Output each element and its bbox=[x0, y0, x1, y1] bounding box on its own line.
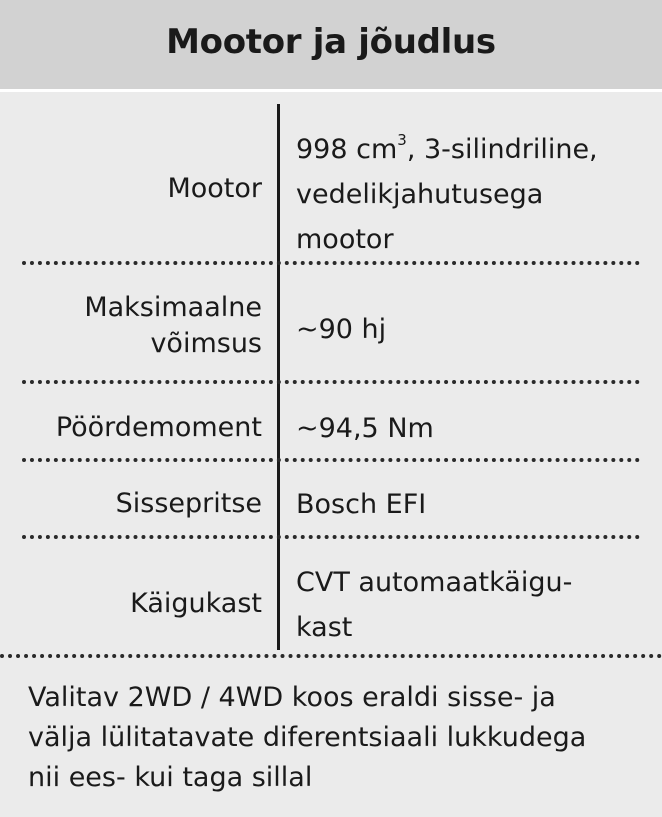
spec-value-engine-line1 bbox=[296, 127, 646, 172]
spec-label-power-line2: võimsus bbox=[150, 328, 262, 359]
spec-label-torque: Pöördemoment bbox=[55, 412, 262, 443]
spec-value-transmission-line2: kast bbox=[296, 612, 353, 643]
spec-value-power: ~90 hj bbox=[296, 314, 387, 345]
row-separator bbox=[22, 380, 640, 384]
spec-label-injection: Sissepritse bbox=[115, 488, 262, 519]
spec-label-engine: Mootor bbox=[167, 173, 262, 204]
spec-header bbox=[0, 0, 662, 92]
spec-title: Mootor ja jõudlus bbox=[166, 21, 496, 62]
spec-label-power bbox=[0, 290, 262, 362]
row-separator bbox=[22, 458, 640, 462]
engine-cylinders: , 3-silindriline, bbox=[406, 134, 598, 165]
column-divider bbox=[277, 104, 280, 650]
footer-note-line1: Valitav 2WD / 4WD koos eraldi sisse- ja bbox=[28, 682, 556, 713]
spec-label-power-line1: Maksimaalne bbox=[84, 292, 262, 323]
spec-label-transmission: Käigukast bbox=[130, 588, 262, 619]
spec-value-engine-line2: vedelikjahutusega bbox=[296, 179, 544, 210]
row-separator bbox=[22, 535, 640, 539]
spec-value-torque: ~94,5 Nm bbox=[296, 413, 434, 444]
spec-value-transmission bbox=[296, 560, 646, 650]
spec-value-injection: Bosch EFI bbox=[296, 489, 427, 520]
footer-note-line3: nii ees- kui taga sillal bbox=[28, 762, 313, 793]
footer-note bbox=[28, 678, 648, 798]
engine-displacement: 998 cm bbox=[296, 134, 398, 165]
engine-displacement-unit-exponent: 3 bbox=[397, 131, 407, 149]
spec-value-transmission-line1: CVT automaatkäigu- bbox=[296, 567, 573, 598]
spec-value-engine-line3: mootor bbox=[296, 224, 394, 255]
spec-value-engine bbox=[296, 127, 646, 262]
row-separator bbox=[22, 261, 640, 265]
footer-note-line2: välja lülitatavate diferentsiaali lukkudega bbox=[28, 722, 587, 753]
section-separator bbox=[0, 654, 662, 658]
